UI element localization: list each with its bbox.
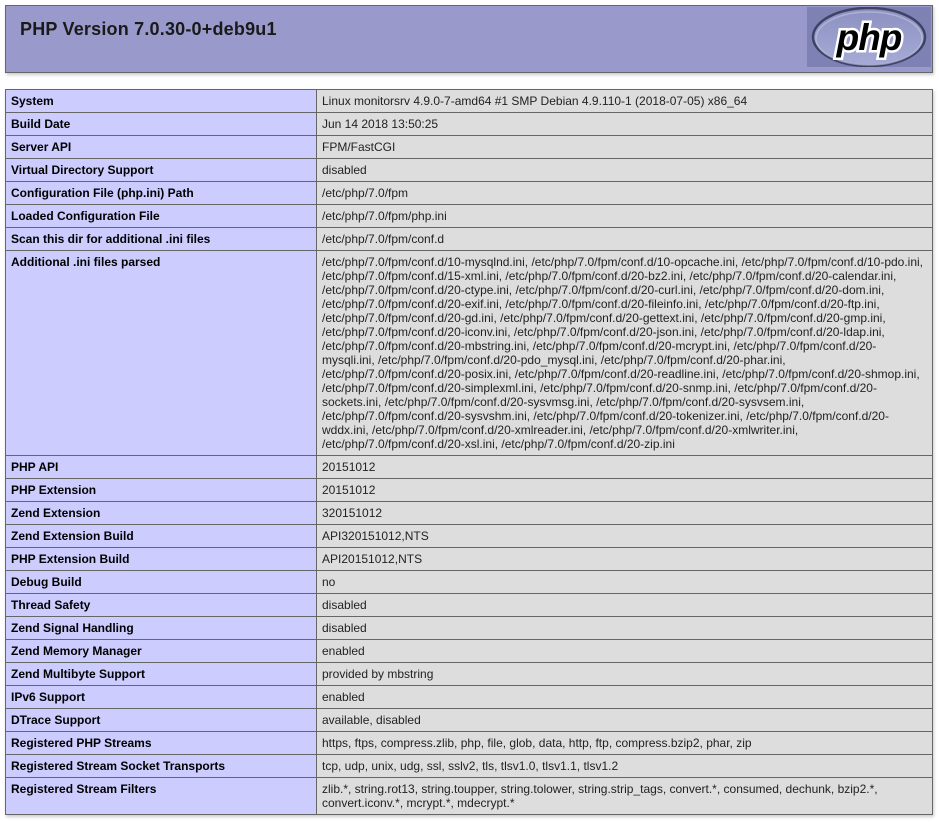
php-logo-text: php bbox=[836, 17, 902, 58]
info-row bbox=[6, 663, 933, 686]
info-label-cell: Registered Stream Filters bbox=[6, 778, 317, 815]
page-title: PHP Version 7.0.30-0+deb9u1 bbox=[20, 19, 277, 39]
info-row bbox=[6, 456, 933, 479]
info-value-cell: disabled bbox=[317, 617, 933, 640]
info-label-cell: Loaded Configuration File bbox=[6, 205, 317, 228]
info-label-cell: Zend Multibyte Support bbox=[6, 663, 317, 686]
info-row bbox=[6, 732, 933, 755]
info-row bbox=[6, 571, 933, 594]
info-value-cell: 20151012 bbox=[317, 479, 933, 502]
info-value-cell: Jun 14 2018 13:50:25 bbox=[317, 113, 933, 136]
info-row bbox=[6, 778, 933, 815]
info-label-cell: System bbox=[6, 90, 317, 113]
info-row bbox=[6, 686, 933, 709]
info-label-cell: Additional .ini files parsed bbox=[6, 251, 317, 456]
info-label-cell: Server API bbox=[6, 136, 317, 159]
info-row bbox=[6, 525, 933, 548]
info-row bbox=[6, 594, 933, 617]
info-table bbox=[5, 89, 933, 815]
info-row bbox=[6, 755, 933, 778]
info-value-cell: 320151012 bbox=[317, 502, 933, 525]
info-value-cell: disabled bbox=[317, 159, 933, 182]
info-label-cell: Registered Stream Socket Transports bbox=[6, 755, 317, 778]
info-row bbox=[6, 228, 933, 251]
info-value-cell: disabled bbox=[317, 594, 933, 617]
info-row bbox=[6, 159, 933, 182]
info-label-cell: PHP API bbox=[6, 456, 317, 479]
info-value-cell: no bbox=[317, 571, 933, 594]
info-value-cell: https, ftps, compress.zlib, php, file, glob, data, http, ftp, compress.bzip2, phar, zip bbox=[317, 732, 933, 755]
info-value-cell: API20151012,NTS bbox=[317, 548, 933, 571]
info-label-cell: Configuration File (php.ini) Path bbox=[6, 182, 317, 205]
info-label-cell: DTrace Support bbox=[6, 709, 317, 732]
info-label-cell: Zend Extension Build bbox=[6, 525, 317, 548]
info-row bbox=[6, 113, 933, 136]
info-value-cell: /etc/php/7.0/fpm/conf.d/10-mysqlnd.ini, /etc/php/7.0/fpm/conf.d/10-opcache.ini, /etc/php/7.0/fpm/conf.d/10-pdo.ini, /etc/php/7.0/fpm/conf.d/15-xml.ini, /etc/php/7.0/fpm/conf.d/20-bz2.ini, /etc/php/7.0/fpm/conf.d/20-calendar.ini, /etc/php/7.0/fpm/conf.d/20-ctype.ini, /etc/php/7.0/fpm/conf.d/20-curl.ini, /etc/php/7.0/fpm/conf.d/20-dom.ini, /etc/php/7.0/fpm/conf.d/20-exif.ini, /etc/php/7.0/fpm/conf.d/20-fileinfo.ini, /etc/php/7.0/fpm/conf.d/20-ftp.ini, /etc/php/7.0/fpm/conf.d/20-gd.ini, /etc/php/7.0/fpm/conf.d/20-gettext.ini, /etc/php/7.0/fpm/conf.d/20-gmp.ini, /etc/php/7.0/fpm/conf.d/20-iconv.ini, /etc/php/7.0/fpm/conf.d/20-json.ini, /etc/php/7.0/fpm/conf.d/20-ldap.ini, /etc/php/7.0/fpm/conf.d/20-mbstring.ini, /etc/php/7.0/fpm/conf.d/20-mcrypt.ini, /etc/php/7.0/fpm/conf.d/20-mysqli.ini, /etc/php/7.0/fpm/conf.d/20-pdo_mysql.ini, /etc/php/7.0/fpm/conf.d/20-phar.ini, /etc/php/7.0/fpm/conf.d/20-posix.ini, /etc/php/7.0/fpm/conf.d/20-readline.ini, /etc/php/7.0/fpm/conf.d/20-shmop.ini, /etc/php/7.0/fpm/conf.d/20-simplexml.ini, /etc/php/7.0/fpm/conf.d/20-snmp.ini, /etc/php/7.0/fpm/conf.d/20-sockets.ini, /etc/php/7.0/fpm/conf.d/20-sysvmsg.ini, /etc/php/7.0/fpm/conf.d/20-sysvsem.ini, /etc/php/7.0/fpm/conf.d/20-sysvshm.ini, /etc/php/7.0/fpm/conf.d/20-tokenizer.ini, /etc/php/7.0/fpm/conf.d/20-wddx.ini, /etc/php/7.0/fpm/conf.d/20-xmlreader.ini, /etc/php/7.0/fpm/conf.d/20-xmlwriter.ini, /etc/php/7.0/fpm/conf.d/20-xsl.ini, /etc/php/7.0/fpm/conf.d/20-zip.ini bbox=[317, 251, 933, 456]
info-label-cell: Thread Safety bbox=[6, 594, 317, 617]
info-row bbox=[6, 182, 933, 205]
info-label-cell: Zend Signal Handling bbox=[6, 617, 317, 640]
info-row bbox=[6, 709, 933, 732]
info-label-cell: PHP Extension bbox=[6, 479, 317, 502]
info-row bbox=[6, 617, 933, 640]
info-label-cell: Build Date bbox=[6, 113, 317, 136]
info-label-cell: Registered PHP Streams bbox=[6, 732, 317, 755]
info-value-cell: /etc/php/7.0/fpm/conf.d bbox=[317, 228, 933, 251]
info-value-cell: Linux monitorsrv 4.9.0-7-amd64 #1 SMP Debian 4.9.110-1 (2018-07-05) x86_64 bbox=[317, 90, 933, 113]
info-value-cell: zlib.*, string.rot13, string.toupper, string.tolower, string.strip_tags, convert.*, consumed, dechunk, bzip2.*, convert.iconv.*, mcrypt.*, mdecrypt.* bbox=[317, 778, 933, 815]
info-row bbox=[6, 205, 933, 228]
info-label-cell: Virtual Directory Support bbox=[6, 159, 317, 182]
info-row bbox=[6, 640, 933, 663]
info-value-cell: FPM/FastCGI bbox=[317, 136, 933, 159]
info-value-cell: tcp, udp, unix, udg, ssl, sslv2, tls, tlsv1.0, tlsv1.1, tlsv1.2 bbox=[317, 755, 933, 778]
info-row bbox=[6, 251, 933, 456]
info-value-cell: available, disabled bbox=[317, 709, 933, 732]
php-logo-icon bbox=[807, 7, 931, 72]
info-label-cell: Scan this dir for additional .ini files bbox=[6, 228, 317, 251]
info-row bbox=[6, 479, 933, 502]
info-row bbox=[6, 136, 933, 159]
info-rows bbox=[6, 90, 933, 815]
info-value-cell: enabled bbox=[317, 686, 933, 709]
info-row bbox=[6, 548, 933, 571]
info-value-cell: /etc/php/7.0/fpm/php.ini bbox=[317, 205, 933, 228]
info-value-cell: /etc/php/7.0/fpm bbox=[317, 182, 933, 205]
phpinfo-header bbox=[5, 5, 933, 73]
info-row bbox=[6, 90, 933, 113]
info-row bbox=[6, 502, 933, 525]
info-value-cell: 20151012 bbox=[317, 456, 933, 479]
info-label-cell: Zend Memory Manager bbox=[6, 640, 317, 663]
info-label-cell: Zend Extension bbox=[6, 502, 317, 525]
info-label-cell: IPv6 Support bbox=[6, 686, 317, 709]
info-value-cell: provided by mbstring bbox=[317, 663, 933, 686]
info-value-cell: enabled bbox=[317, 640, 933, 663]
info-label-cell: Debug Build bbox=[6, 571, 317, 594]
info-value-cell: API320151012,NTS bbox=[317, 525, 933, 548]
info-label-cell: PHP Extension Build bbox=[6, 548, 317, 571]
